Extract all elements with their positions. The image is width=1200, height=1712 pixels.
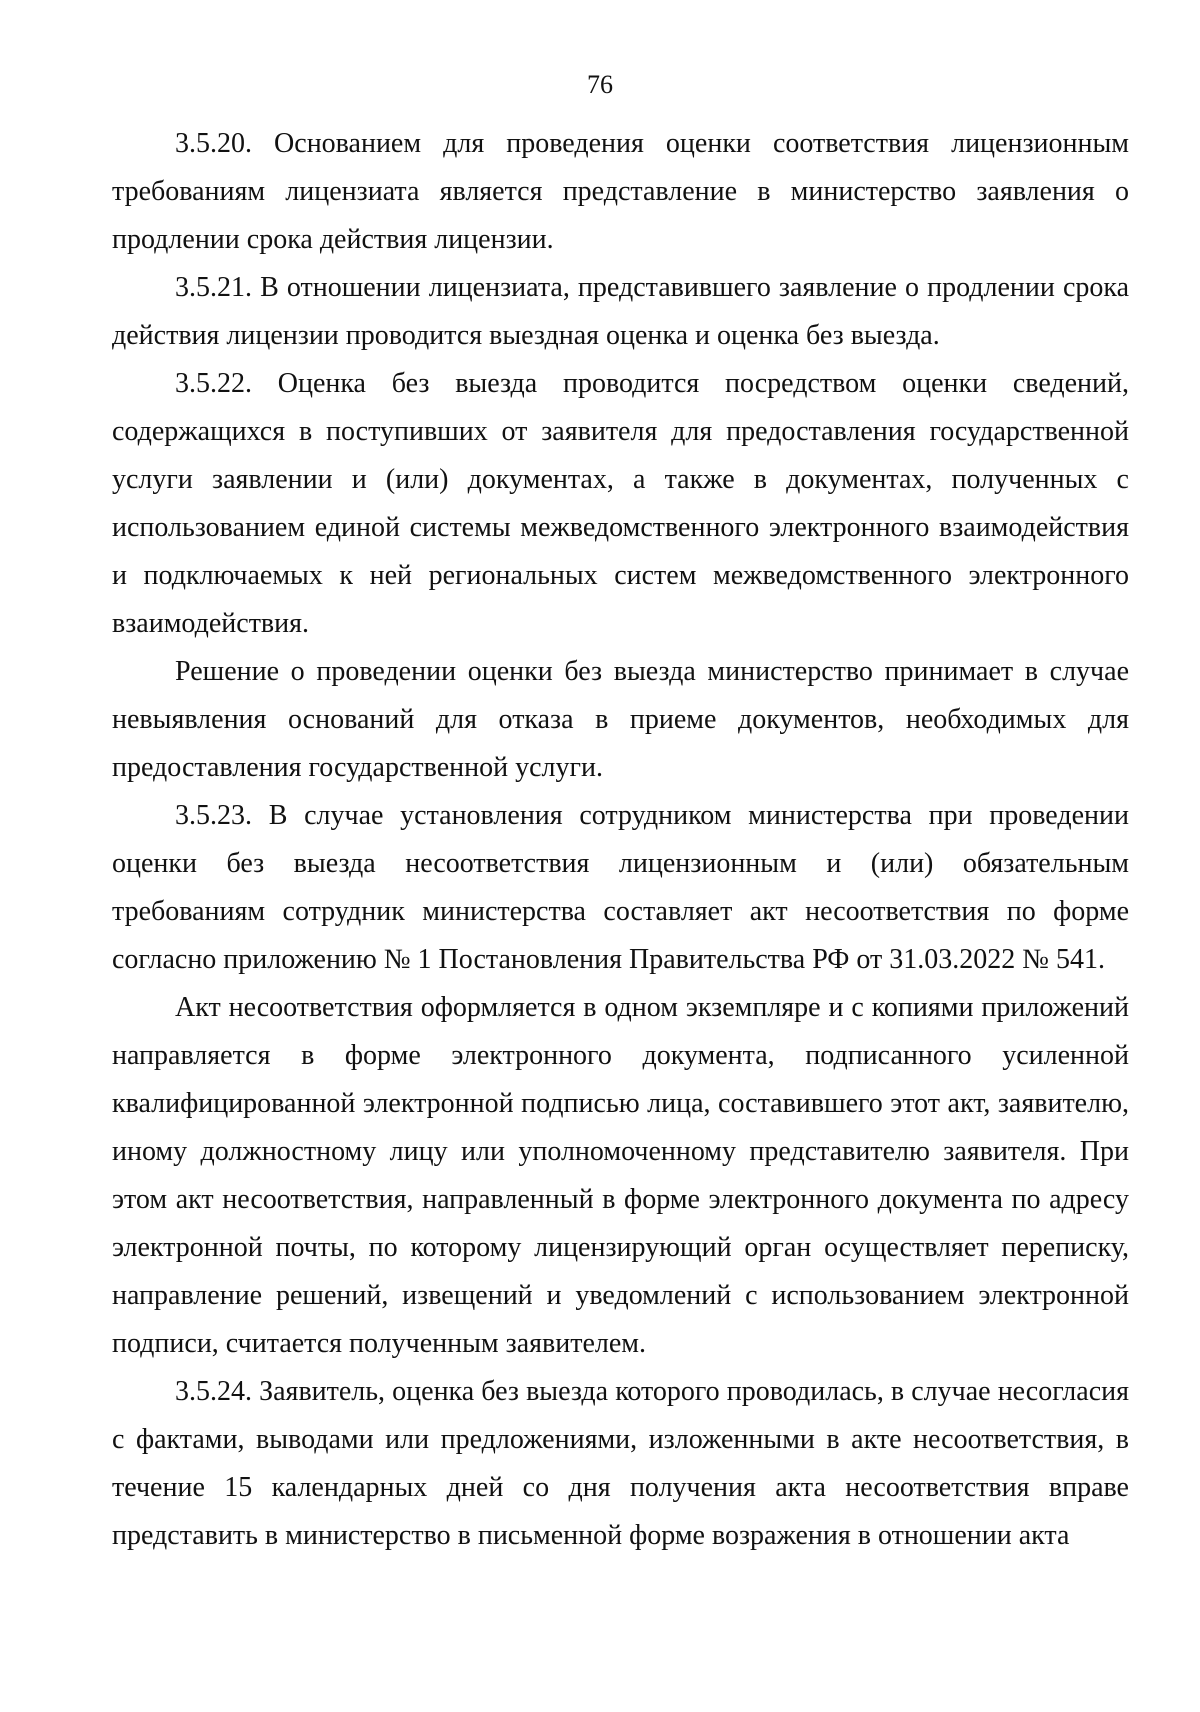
paragraph-3-5-23: 3.5.23. В случае установления сотрудником министерства при проведении оценки без выезда несоответствия лицензионным и (или) обязательным требованиям сотрудник министерства составляет акт несоответствия по форме согласно приложению № 1 Постановления Правительства РФ от 31.03.2022 № 541. bbox=[112, 800, 1129, 975]
paragraph-3-5-24: 3.5.24. Заявитель, оценка без выезда которого проводилась, в случае несогласия с фактами, выводами или предложениями, изложенными в акте несоответствия, в течение 15 календарных дней со дня получения акта несоответствия вправе представить в министерство в письменной форме возражения в отношении акта bbox=[112, 1376, 1129, 1551]
paragraph-act-of-noncompliance: Акт несоответствия оформляется в одном экземпляре и с копиями приложений направляется в форме электронного документа, подписанного усиленной квалифицированной электронной подписью лица, составившего этот акт, заявителю, иному должностному лицу или уполномоченному представителю заявителя. При этом акт несоответствия, направленный в форме электронного документа по адресу электронной почты, по которому лицензирующий орган осуществляет переписку, направление решений, извещений и уведомлений с использованием электронной подписи, считается полученным заявителем. bbox=[112, 992, 1129, 1359]
document-body bbox=[112, 120, 1129, 1560]
paragraph-decision-no-visit: Решение о проведении оценки без выезда министерство принимает в случае невыявления оснований для отказа в приеме документов, необходимых для предоставления государственной услуги. bbox=[112, 656, 1129, 783]
paragraph-3-5-22: 3.5.22. Оценка без выезда проводится посредством оценки сведений, содержащихся в поступивших от заявителя для предоставления государственной услуги заявлении и (или) документах, а также в документах, полученных с использованием единой системы межведомственного электронного взаимодействия и подключаемых к ней региональных систем межведомственного электронного взаимодействия. bbox=[112, 368, 1129, 639]
paragraph-3-5-21: 3.5.21. В отношении лицензиата, представившего заявление о продлении срока действия лицензии проводится выездная оценка и оценка без выезда. bbox=[112, 272, 1129, 351]
paragraph-3-5-20: 3.5.20. Основанием для проведения оценки соответствия лицензионным требованиям лицензиата является представление в министерство заявления о продлении срока действия лицензии. bbox=[112, 128, 1129, 255]
page-number: 76 bbox=[587, 70, 613, 99]
